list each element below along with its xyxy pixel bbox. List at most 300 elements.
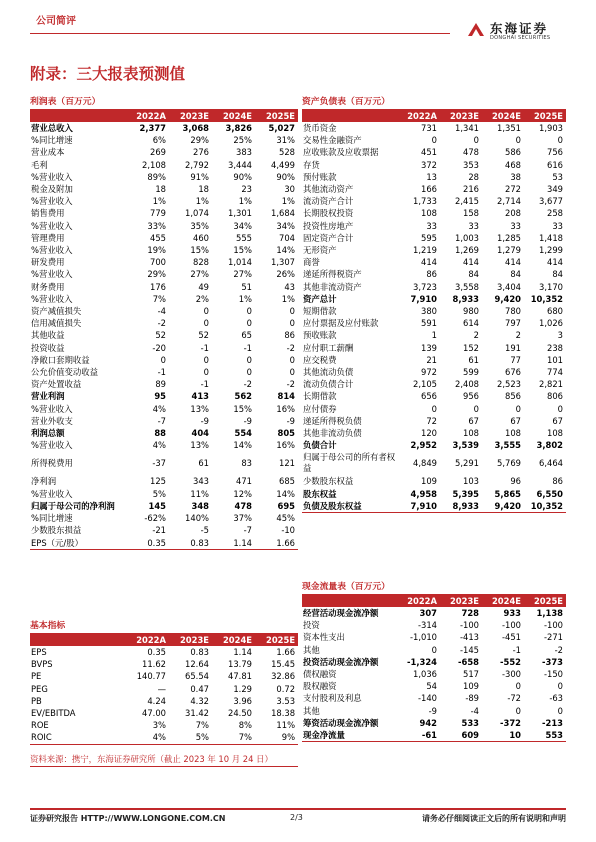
value-cell: 0 bbox=[557, 135, 564, 146]
value-cell: 15.45 bbox=[271, 659, 296, 670]
balance-sheet-body bbox=[302, 122, 566, 513]
value-cell: 0.35 bbox=[147, 647, 166, 657]
value-cell: 0 bbox=[431, 644, 437, 655]
table-row bbox=[30, 695, 298, 707]
income-statement-title: 利润表（百万元） bbox=[30, 95, 298, 110]
column-header-2025e: 2025E bbox=[255, 634, 298, 647]
value-cell: -2 bbox=[554, 644, 564, 655]
balance-sheet-table bbox=[302, 95, 566, 513]
value-cell: 6% bbox=[152, 135, 166, 146]
row-label: 其他 bbox=[303, 705, 320, 716]
value-cell: -2 bbox=[157, 318, 166, 329]
value-cell: 14% bbox=[276, 245, 295, 256]
value-cell: 89 bbox=[155, 379, 166, 390]
value-cell: 51 bbox=[241, 281, 252, 292]
row-label: 固定资产合计 bbox=[303, 232, 354, 243]
value-cell: 34% bbox=[276, 220, 295, 231]
value-cell: -89 bbox=[465, 693, 479, 704]
value-cell: 16% bbox=[276, 440, 295, 451]
value-cell: -20 bbox=[152, 342, 166, 353]
value-cell: 29% bbox=[190, 135, 209, 146]
basic-indicators-title: 基本指标 bbox=[30, 619, 298, 634]
value-cell: -213 bbox=[542, 717, 564, 728]
value-cell: 26% bbox=[276, 269, 295, 280]
value-cell: -1 bbox=[157, 367, 166, 378]
table-row bbox=[30, 268, 298, 280]
table-row bbox=[302, 656, 566, 668]
value-cell: -2 bbox=[286, 342, 295, 353]
value-cell: 1% bbox=[238, 196, 252, 207]
row-label: 无形资产 bbox=[303, 245, 337, 256]
value-cell: 4% bbox=[152, 440, 166, 451]
row-label: %营业收入 bbox=[31, 269, 73, 280]
value-cell: -1 bbox=[512, 644, 521, 655]
row-label: ROIC bbox=[30, 731, 126, 744]
income-statement-body bbox=[30, 122, 298, 549]
table-row bbox=[302, 439, 566, 451]
value-cell: -552 bbox=[500, 656, 521, 667]
row-label: 流动资产合计 bbox=[303, 196, 354, 207]
value-cell: 23 bbox=[241, 184, 252, 195]
table-row bbox=[30, 220, 298, 232]
value-cell: 0 bbox=[289, 354, 295, 365]
value-cell: 6,550 bbox=[536, 488, 564, 499]
row-label: 递延所得税资产 bbox=[303, 269, 362, 280]
header-corner-cell bbox=[302, 595, 398, 608]
value-cell: -413 bbox=[459, 632, 479, 643]
table-row bbox=[30, 134, 298, 146]
value-cell: 125 bbox=[150, 476, 166, 487]
row-label: PEG bbox=[31, 683, 48, 694]
value-cell: 61 bbox=[468, 354, 479, 365]
row-label: 应付职工薪酬 bbox=[303, 342, 354, 353]
column-header-2024e: 2024E bbox=[482, 110, 524, 123]
value-cell: — bbox=[157, 683, 166, 694]
value-cell: 380 bbox=[421, 306, 437, 317]
table-row bbox=[302, 366, 566, 378]
value-cell: 1,026 bbox=[539, 318, 564, 329]
value-cell: 8% bbox=[238, 720, 252, 731]
value-cell: 1,036 bbox=[413, 669, 437, 680]
value-cell: 0 bbox=[246, 306, 252, 317]
table-row bbox=[302, 692, 566, 704]
value-cell: 33 bbox=[468, 220, 479, 231]
row-label: 应交税费 bbox=[303, 354, 337, 365]
value-cell: 96 bbox=[510, 476, 521, 487]
table-row bbox=[30, 646, 298, 658]
value-cell: -7 bbox=[243, 525, 252, 536]
table-row bbox=[302, 134, 566, 146]
table-row bbox=[30, 500, 298, 512]
value-cell: 269 bbox=[150, 147, 166, 158]
value-cell: 933 bbox=[503, 608, 521, 618]
table-row bbox=[30, 122, 298, 134]
value-cell: 828 bbox=[193, 257, 209, 268]
value-cell: 86 bbox=[552, 476, 564, 487]
value-cell: 7% bbox=[212, 731, 255, 744]
value-cell: 166 bbox=[421, 184, 437, 195]
column-header-2023e: 2023E bbox=[169, 634, 212, 647]
row-label: %营业收入 bbox=[31, 171, 73, 182]
value-cell: 3,444 bbox=[228, 159, 252, 170]
row-label: 应付债券 bbox=[303, 403, 337, 414]
value-cell: 3,558 bbox=[455, 281, 479, 292]
value-cell: -372 bbox=[500, 717, 521, 728]
value-cell: 805 bbox=[277, 428, 295, 439]
row-label: 应收账款及应收票据 bbox=[303, 147, 379, 158]
row-label: 资本性支出 bbox=[303, 632, 345, 643]
table-row bbox=[302, 607, 566, 619]
value-cell: 1,003 bbox=[455, 232, 479, 243]
value-cell: 307 bbox=[419, 608, 437, 618]
value-cell: -1 bbox=[200, 342, 209, 353]
value-cell: 9,420 bbox=[482, 500, 524, 513]
row-label: 长期股权投资 bbox=[303, 208, 354, 219]
value-cell: 101 bbox=[547, 354, 564, 365]
table-row bbox=[302, 183, 566, 195]
value-cell: 414 bbox=[505, 257, 521, 268]
value-cell: 109 bbox=[463, 681, 479, 692]
value-cell: 10,352 bbox=[524, 500, 566, 513]
value-cell: 562 bbox=[234, 391, 252, 402]
value-cell: 3,826 bbox=[225, 123, 252, 133]
value-cell: 383 bbox=[236, 147, 252, 158]
value-cell: 53 bbox=[552, 171, 564, 182]
row-label: 税金及附加 bbox=[31, 184, 73, 195]
value-cell: 0 bbox=[515, 705, 521, 716]
table-row bbox=[302, 390, 566, 402]
value-cell: 5,395 bbox=[452, 488, 479, 499]
value-cell: 34% bbox=[233, 220, 252, 231]
page-title: 附录：三大报表预测值 bbox=[30, 65, 186, 83]
value-cell: 595 bbox=[421, 232, 437, 243]
value-cell: 12.64 bbox=[185, 659, 209, 670]
value-cell: 599 bbox=[463, 367, 479, 378]
column-header-2023e: 2023E bbox=[440, 595, 482, 608]
row-label: 财务费用 bbox=[31, 281, 65, 292]
value-cell: 806 bbox=[547, 391, 564, 402]
row-label: 投资性房地产 bbox=[303, 220, 354, 231]
column-header-2022a: 2022A bbox=[398, 595, 440, 608]
value-cell: 32.86 bbox=[271, 671, 296, 682]
value-cell: 33 bbox=[510, 220, 521, 231]
table-row bbox=[30, 317, 298, 329]
value-cell: -150 bbox=[544, 669, 564, 680]
value-cell: 4% bbox=[126, 731, 169, 744]
row-label: 负债及股东权益 bbox=[302, 500, 398, 513]
value-cell: -373 bbox=[542, 656, 564, 667]
row-label: 其他流动资产 bbox=[303, 184, 354, 195]
value-cell: 0 bbox=[203, 354, 209, 365]
value-cell: 2% bbox=[195, 293, 209, 304]
row-label: 递延所得税负债 bbox=[303, 415, 362, 426]
value-cell: 31% bbox=[276, 135, 295, 146]
value-cell: -271 bbox=[544, 632, 564, 643]
value-cell: 1.66 bbox=[276, 647, 296, 657]
value-cell: 5,027 bbox=[268, 123, 295, 133]
row-label: 支付股利及利息 bbox=[303, 693, 362, 704]
value-cell: 0 bbox=[515, 403, 521, 414]
row-label: 债权融资 bbox=[303, 669, 337, 680]
value-cell: 0.47 bbox=[190, 683, 209, 694]
table-row bbox=[30, 171, 298, 183]
value-cell: 10 bbox=[482, 729, 524, 742]
row-label: 净敞口套期收益 bbox=[31, 354, 90, 365]
value-cell: 10,352 bbox=[530, 293, 564, 304]
value-cell: 1,307 bbox=[271, 257, 295, 268]
value-cell: -300 bbox=[501, 669, 521, 680]
value-cell: 1% bbox=[238, 293, 252, 304]
table-header-row bbox=[302, 110, 566, 123]
row-label: 短期借款 bbox=[303, 306, 337, 317]
row-label: EPS（元/股） bbox=[30, 537, 126, 550]
value-cell: 3,723 bbox=[413, 281, 437, 292]
value-cell: 90% bbox=[276, 171, 295, 182]
value-cell: 1% bbox=[281, 196, 295, 207]
table-row bbox=[30, 415, 298, 427]
header-corner-cell bbox=[30, 110, 126, 123]
column-header-2024e: 2024E bbox=[212, 634, 255, 647]
column-header-2024e: 2024E bbox=[482, 595, 524, 608]
table-row bbox=[30, 658, 298, 670]
value-cell: 343 bbox=[193, 476, 209, 487]
value-cell: -9 bbox=[286, 415, 295, 426]
value-cell: 2 bbox=[473, 330, 479, 341]
value-cell: 942 bbox=[419, 717, 437, 728]
value-cell: 0 bbox=[515, 681, 521, 692]
value-cell: 0 bbox=[557, 403, 564, 414]
value-cell: 0 bbox=[246, 318, 252, 329]
value-cell: 460 bbox=[193, 232, 209, 243]
value-cell: 4.24 bbox=[147, 695, 166, 706]
value-cell: -145 bbox=[459, 644, 479, 655]
table-row bbox=[30, 524, 298, 536]
value-cell: 3.53 bbox=[276, 695, 296, 706]
row-label: 存货 bbox=[303, 159, 320, 170]
row-label: %营业收入 bbox=[31, 488, 73, 499]
value-cell: 0 bbox=[246, 354, 252, 365]
value-cell: 0 bbox=[203, 367, 209, 378]
footer-disclaimer: 请务必仔细阅读正文后的所有说明和声明 bbox=[422, 814, 566, 823]
value-cell: 2,408 bbox=[455, 379, 479, 390]
value-cell: 468 bbox=[505, 159, 521, 170]
value-cell: 1,138 bbox=[536, 608, 564, 618]
value-cell: 5% bbox=[169, 731, 212, 744]
value-cell: 756 bbox=[547, 147, 564, 158]
value-cell: 3,170 bbox=[539, 281, 564, 292]
value-cell: 814 bbox=[277, 391, 295, 402]
value-cell: 700 bbox=[150, 257, 166, 268]
value-cell: -658 bbox=[458, 656, 479, 667]
value-cell: 680 bbox=[547, 306, 564, 317]
value-cell: 0 bbox=[160, 354, 166, 365]
row-label: 其他非流动资产 bbox=[303, 281, 362, 292]
table-row bbox=[302, 122, 566, 134]
value-cell: 37% bbox=[233, 513, 252, 524]
value-cell: -72 bbox=[507, 693, 521, 704]
table-row bbox=[302, 207, 566, 219]
source-divider bbox=[30, 766, 298, 767]
row-label: 交易性金融资产 bbox=[303, 135, 362, 146]
value-cell: 586 bbox=[505, 147, 521, 158]
value-cell: -1 bbox=[200, 379, 209, 390]
column-header-2024e: 2024E bbox=[212, 110, 255, 123]
table-row bbox=[302, 475, 566, 487]
row-label: 流动负债合计 bbox=[303, 379, 354, 390]
value-cell: 216 bbox=[463, 184, 479, 195]
table-row bbox=[30, 451, 298, 475]
row-label: 投资活动现金流净额 bbox=[303, 656, 379, 667]
table-row bbox=[30, 342, 298, 354]
value-cell: 616 bbox=[547, 159, 564, 170]
value-cell: -140 bbox=[417, 693, 437, 704]
value-cell: 13.79 bbox=[228, 659, 252, 670]
value-cell: 797 bbox=[505, 318, 521, 329]
row-label: 管理费用 bbox=[31, 232, 65, 243]
value-cell: 349 bbox=[547, 184, 564, 195]
balance-sheet-title: 资产负债表（百万元） bbox=[302, 95, 566, 110]
table-row bbox=[302, 171, 566, 183]
value-cell: 45% bbox=[276, 513, 295, 524]
table-row bbox=[30, 183, 298, 195]
value-cell: 77 bbox=[510, 354, 521, 365]
value-cell: 972 bbox=[421, 367, 437, 378]
table-row bbox=[30, 366, 298, 378]
table-row bbox=[30, 305, 298, 317]
table-row bbox=[302, 705, 566, 717]
value-cell: 13% bbox=[190, 403, 209, 414]
value-cell: 72 bbox=[426, 415, 437, 426]
table-row bbox=[30, 670, 298, 682]
value-cell: 67 bbox=[510, 415, 521, 426]
value-cell: 19% bbox=[147, 245, 166, 256]
value-cell: 25% bbox=[233, 135, 252, 146]
table-row bbox=[30, 159, 298, 171]
value-cell: -63 bbox=[549, 693, 564, 704]
row-label: 营业外收支 bbox=[31, 415, 73, 426]
table-row bbox=[30, 427, 298, 439]
table-row bbox=[30, 719, 298, 731]
table-row bbox=[302, 500, 566, 513]
footer-divider bbox=[30, 808, 566, 810]
table-header-row bbox=[30, 110, 298, 123]
value-cell: 9,420 bbox=[494, 293, 521, 304]
value-cell: 0.83 bbox=[190, 647, 209, 657]
value-cell: 8,933 bbox=[452, 293, 479, 304]
row-label: BVPS bbox=[31, 659, 53, 670]
value-cell: -10 bbox=[281, 525, 295, 536]
value-cell: 33 bbox=[552, 220, 564, 231]
value-cell: 29% bbox=[147, 269, 166, 280]
value-cell: 0.83 bbox=[169, 537, 212, 550]
row-label: 归属于母公司的所有者权益 bbox=[303, 452, 396, 474]
row-label: %营业收入 bbox=[31, 196, 73, 207]
row-label: %营业收入 bbox=[31, 245, 73, 256]
row-label: 现金净流量 bbox=[302, 729, 398, 742]
page-number: 2/3 bbox=[290, 813, 303, 822]
value-cell: 208 bbox=[505, 208, 521, 219]
value-cell: 1,351 bbox=[497, 123, 521, 133]
cash-flow-body bbox=[302, 607, 566, 742]
value-cell: 11.62 bbox=[142, 659, 166, 670]
value-cell: 108 bbox=[421, 208, 437, 219]
data-source-note: 资料来源：携宁，东海证券研究所（截止 2023 年 10 月 24 日） bbox=[30, 754, 273, 764]
row-label: 经营活动现金流净额 bbox=[303, 608, 379, 618]
value-cell: 11% bbox=[190, 488, 209, 499]
column-header-2025e: 2025E bbox=[255, 110, 298, 123]
value-cell: 33 bbox=[426, 220, 437, 231]
value-cell: 956 bbox=[463, 391, 479, 402]
table-header-row bbox=[302, 595, 566, 608]
value-cell: 65 bbox=[241, 330, 252, 341]
value-cell: 84 bbox=[468, 269, 479, 280]
row-label: 其他收益 bbox=[31, 330, 65, 341]
value-cell: 176 bbox=[150, 281, 166, 292]
value-cell: -21 bbox=[152, 525, 166, 536]
value-cell: 13% bbox=[190, 440, 209, 451]
table-header-row bbox=[30, 634, 298, 647]
value-cell: 95 bbox=[154, 391, 166, 402]
value-cell: 3,677 bbox=[539, 196, 564, 207]
logo-name-cn: 东海证券 bbox=[490, 21, 549, 36]
value-cell: 2,952 bbox=[410, 440, 437, 451]
table-row bbox=[302, 644, 566, 656]
table-row bbox=[30, 378, 298, 390]
value-cell: 84 bbox=[510, 269, 521, 280]
value-cell: 0 bbox=[203, 318, 209, 329]
value-cell: 728 bbox=[461, 608, 479, 618]
table-row bbox=[302, 717, 566, 729]
value-cell: -2 bbox=[243, 379, 252, 390]
value-cell: 3 bbox=[557, 330, 564, 341]
table-row bbox=[30, 390, 298, 402]
value-cell: 24.50 bbox=[228, 708, 252, 719]
row-label: 毛利 bbox=[31, 159, 48, 170]
value-cell: 5% bbox=[152, 488, 166, 499]
row-label: %营业收入 bbox=[31, 220, 73, 231]
row-label: 投资收益 bbox=[31, 342, 65, 353]
row-label: %营业收入 bbox=[31, 403, 73, 414]
value-cell: 52 bbox=[198, 330, 209, 341]
value-cell: 8,933 bbox=[440, 500, 482, 513]
value-cell: 0 bbox=[289, 367, 295, 378]
value-cell: 0 bbox=[431, 135, 437, 146]
value-cell: 258 bbox=[547, 208, 564, 219]
value-cell: 35% bbox=[190, 220, 209, 231]
value-cell: 7,910 bbox=[398, 500, 440, 513]
value-cell: 7% bbox=[195, 720, 209, 731]
table-row bbox=[302, 317, 566, 329]
value-cell: 2,105 bbox=[413, 379, 437, 390]
value-cell: 591 bbox=[421, 318, 437, 329]
value-cell: 1,279 bbox=[497, 245, 521, 256]
value-cell: 455 bbox=[150, 232, 166, 243]
value-cell: 471 bbox=[236, 476, 252, 487]
value-cell: 1,418 bbox=[539, 232, 564, 243]
value-cell: 1% bbox=[195, 196, 209, 207]
column-header-2023e: 2023E bbox=[169, 110, 212, 123]
value-cell: 2,792 bbox=[185, 159, 209, 170]
value-cell: 27% bbox=[233, 269, 252, 280]
table-row bbox=[30, 537, 298, 550]
value-cell: -61 bbox=[398, 729, 440, 742]
value-cell: 54 bbox=[426, 681, 437, 692]
value-cell: 15% bbox=[190, 245, 209, 256]
value-cell: 7% bbox=[152, 293, 166, 304]
value-cell: -4 bbox=[157, 306, 166, 317]
row-label: %同比增速 bbox=[31, 135, 73, 146]
cash-flow-title: 现金流量表（百万元） bbox=[302, 580, 566, 595]
